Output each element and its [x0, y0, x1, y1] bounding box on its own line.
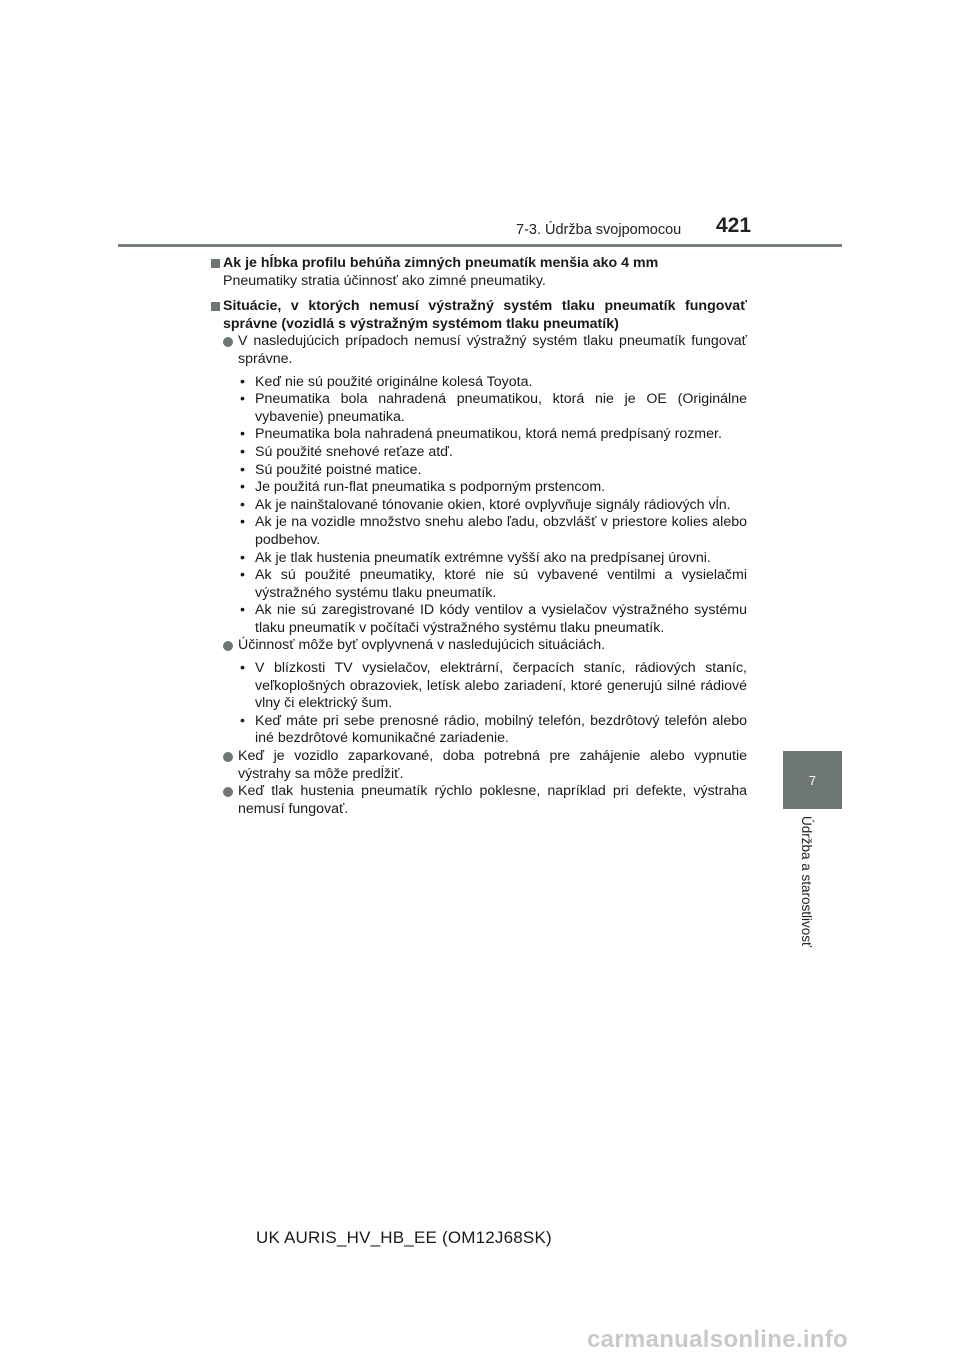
section-heading [211, 255, 747, 273]
sub-list [211, 374, 747, 638]
chapter-number: 7 [808, 772, 817, 788]
sub-list-item-text: Keď nie sú použité originálne kolesá Toyota. [255, 373, 533, 390]
sub-list-item-text: Ak nie sú zaregistrované ID kódy ventilov a vysielačov výstražného systému tlaku pneumatík v počítači výstražného systému tlaku pneumatík. [255, 602, 747, 636]
sub-list-item: • V blízkosti TV vysielačov, elektrární, čerpacích staníc, rádiových staníc, veľkoplošných obrazoviek, letísk alebo zariadení, ktoré generujú silné rádiové vlny či elektrický šum. [240, 660, 747, 712]
section-heading [211, 298, 747, 333]
circle-bullet-icon [223, 641, 233, 651]
chapter-tab [783, 751, 842, 809]
sub-list-item-text: Keď máte pri sebe prenosné rádio, mobilný telefón, bezdrôtový telefón alebo iné bezdrôtové komunikačné zariadenie. [255, 712, 747, 747]
sub-list-item-text: V blízkosti TV vysielačov, elektrární, čerpacích staníc, rádiových staníc, veľkoplošných obrazoviek, letísk alebo zariadení, ktoré generujú silné rádiové vlny či elektrický šum. [255, 660, 747, 712]
chapter-title-vertical: Údržba a starostlivosť [799, 816, 814, 948]
header-divider [118, 244, 842, 247]
sub-list-item: • Je použitá run-flat pneumatika s podporným prstencom. [240, 479, 606, 496]
sub-list-item: • Keď nie sú použité originálne kolesá Toyota. [240, 373, 533, 390]
sub-list-item: • Ak je nainštalované tónovanie okien, ktoré ovplyvňuje signály rádiových vĺn. [240, 496, 731, 513]
sub-list-item-text: Ak sú použité pneumatiky, ktoré nie sú vybavené ventilmi a vysielačmi výstražného systému tlaku pneumatík. [255, 567, 747, 601]
sub-list-item: • Pneumatika bola nahradená pneumatikou, ktorá nemá predpísaný rozmer. [240, 426, 722, 443]
sub-list-item-text: Pneumatika bola nahradená pneumatikou, ktorá nie je OE (Originálne vybavenie) pneumatika. [255, 391, 747, 425]
sub-list-item-text: Sú použité snehové reťaze atď. [255, 443, 453, 460]
sub-list-item: • Sú použité poistné matice. [240, 461, 422, 478]
section-title: 7-3. Údržba svojpomocou [516, 222, 682, 238]
sub-list-item: • Ak sú použité pneumatiky, ktoré nie sú vybavené ventilmi a vysielačmi výstražného systému tlaku pneumatík. [240, 567, 747, 601]
sub-list-item-text: Pneumatika bola nahradená pneumatikou, ktorá nemá predpísaný rozmer. [255, 426, 722, 443]
sub-list-item-text: Ak je nainštalované tónovanie okien, ktoré ovplyvňuje signály rádiových vĺn. [255, 496, 731, 513]
square-bullet-icon [211, 259, 220, 268]
list-item-text: Keď je vozidlo zaparkované, doba potrebná pre zahájenie alebo vypnutie výstrahy sa môže predĺžiť. [238, 748, 747, 782]
sub-list-item-text: Ak je na vozidle množstvo snehu alebo ľadu, obzvlášť v priestore kolies alebo podbehov. [255, 514, 747, 548]
list-item [211, 637, 747, 655]
sub-list-item-text: Sú použité poistné matice. [255, 461, 422, 478]
page-number: 421 [716, 214, 752, 237]
model-code-footer: UK AURIS_HV_HB_EE (OM12J68SK) [256, 1228, 552, 1247]
circle-bullet-icon [223, 787, 233, 797]
paragraph: Pneumatiky stratia účinnosť ako zimné pneumatiky. [223, 272, 546, 289]
sub-list-item: • Pneumatika bola nahradená pneumatikou, ktorá nie je OE (Originálne vybavenie) pneumatika. [240, 391, 747, 425]
square-bullet-icon [211, 302, 220, 311]
list-item-text: Keď tlak hustenia pneumatík rýchlo poklesne, napríklad pri defekte, výstraha nemusí fungovať. [238, 783, 747, 817]
list-item [211, 748, 747, 783]
watermark: carmanualsonline.info [587, 1326, 849, 1353]
list-item [211, 783, 747, 818]
sub-list-item: • Sú použité snehové reťaze atď. [240, 443, 453, 460]
sub-list-item-text: Ak je tlak hustenia pneumatík extrémne vyšší ako na predpísanej úrovni. [255, 549, 711, 566]
circle-bullet-icon [223, 752, 233, 762]
circle-bullet-icon [223, 337, 233, 347]
heading-text: Situácie, v ktorých nemusí výstražný systém tlaku pneumatík fungovať správne (vozidlá s výstražným systémom tlaku pneumatík) [223, 298, 747, 332]
sub-list [211, 660, 747, 748]
sub-list-item: • Ak je tlak hustenia pneumatík extrémne vyšší ako na predpísanej úrovni. [240, 549, 711, 566]
sub-list-item-text: Je použitá run-flat pneumatika s podporným prstencom. [255, 479, 606, 496]
sub-list-item: • Ak je na vozidle množstvo snehu alebo ľadu, obzvlášť v priestore kolies alebo podbehov. [240, 514, 747, 548]
heading-text: Ak je hĺbka profilu behúňa zimných pneumatík menšia ako 4 mm [223, 255, 659, 271]
sub-list-item: • Ak nie sú zaregistrované ID kódy ventilov a vysielačov výstražného systému tlaku pneumatík v počítači výstražného systému tlaku pneumatík. [240, 602, 747, 636]
page-content [211, 255, 747, 818]
list-item-text: Účinnosť môže byť ovplyvnená v nasledujúcich situáciách. [238, 637, 606, 654]
list-item-text: V nasledujúcich prípadoch nemusí výstražný systém tlaku pneumatík fungovať správne. [238, 333, 747, 367]
list-item [211, 333, 747, 368]
sub-list-item: • Keď máte pri sebe prenosné rádio, mobilný telefón, bezdrôtový telefón alebo iné bezdrôtové komunikačné zariadenie. [240, 712, 747, 747]
